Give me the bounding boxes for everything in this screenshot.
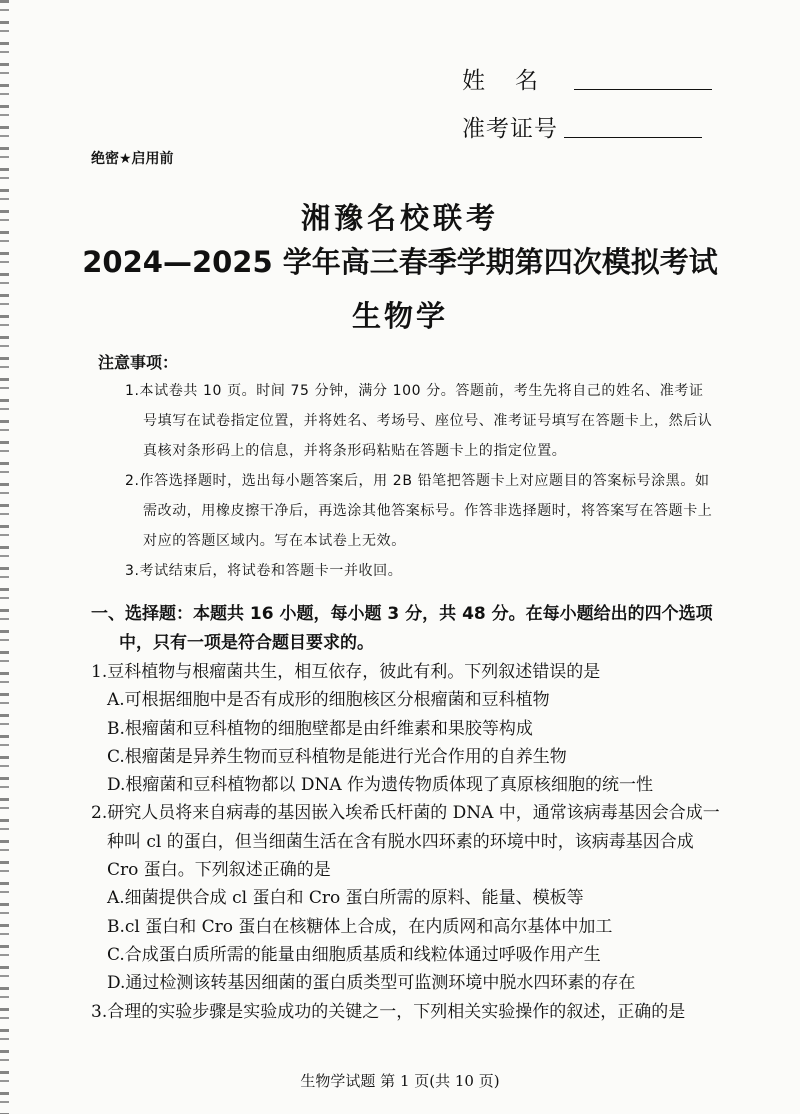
notice-list xyxy=(125,376,715,586)
section-heading-line2: 中，只有一项是符合题目要求的。 xyxy=(119,633,374,653)
candidate-id-field xyxy=(462,110,702,143)
question-3 xyxy=(91,998,726,1026)
option-a: A.可根据细胞中是否有成形的细胞核区分根瘤菌和豆科植物 xyxy=(107,690,550,711)
question-stem: 1.豆科植物与根瘤菌共生，相互依存，彼此有利。下列叙述错误的是 xyxy=(91,662,601,682)
section-heading xyxy=(91,600,721,658)
id-blank xyxy=(564,137,702,138)
id-label: 准考证号 xyxy=(462,116,558,142)
question-2 xyxy=(91,799,726,997)
option-c: C.根瘤菌是异养生物而豆科植物是能进行光合作用的自养生物 xyxy=(107,746,567,767)
notice-item: 1.本试卷共 10 页。时间 75 分钟，满分 100 分。答题前，考生先将自己的姓名、准考证号填写在试卷指定位置，并将姓名、考场号、座位号、准考证号填写在答题卡上，然后认真核对条形码上的信息，并将条形码粘贴在答题卡上的指定位置。 xyxy=(125,383,713,459)
question-1 xyxy=(91,658,726,799)
section-heading-line1: 一、选择题：本题共 16 小题，每小题 3 分，共 48 分。在每小题给出的四个选项 xyxy=(91,604,713,624)
secret-mark: 绝密★启用前 xyxy=(91,151,174,167)
notice-item: 3.考试结束后，将试卷和答题卡一并收回。 xyxy=(125,563,403,579)
question-stem: 3.合理的实验步骤是实验成功的关键之一，下列相关实验操作的叙述，正确的是 xyxy=(91,1001,686,1022)
candidate-name-field xyxy=(462,62,712,95)
page-footer: 生物学试题 第 1 页(共 10 页) xyxy=(300,1072,500,1090)
exam-subject: 生物学 xyxy=(351,299,448,333)
option-b: B.cl 蛋白和 Cro 蛋白在核糖体上合成，在内质网和高尔基体中加工 xyxy=(107,916,613,937)
question-stem: 2.研究人员将来自病毒的基因嵌入埃希氏杆菌的 DNA 中，通常该病毒基因会合成一种叫 cl 的蛋白，但当细菌生活在含有脱水四环素的环境中时，该病毒基因合成 Cro 蛋白。下列叙述正确的是 xyxy=(91,803,720,881)
option-a: A.细菌提供合成 cl 蛋白和 Cro 蛋白所需的原料、能量、模板等 xyxy=(107,888,584,909)
scan-edge-marks xyxy=(0,0,9,1114)
option-b: B.根瘤菌和豆科植物的细胞壁都是由纤维素和果胶等构成 xyxy=(107,718,533,739)
notice-heading: 注意事项： xyxy=(98,353,179,372)
notice-item: 2.作答选择题时，选出每小题答案后，用 2B 铅笔把答题卡上对应题目的答案标号涂黑。如需改动，用橡皮擦干净后，再选涂其他答案标号。作答非选择题时，将答案写在答题卡上对应的答题区域内。写在本试卷上无效。 xyxy=(125,473,713,549)
question-list xyxy=(91,658,726,1026)
option-d: D.通过检测该转基因细菌的蛋白质类型可监测环境中脱水四环素的存在 xyxy=(107,973,636,994)
exam-title-organizer: 湘豫名校联考 xyxy=(300,201,499,235)
option-c: C.合成蛋白质所需的能量由细胞质基质和线粒体通过呼吸作用产生 xyxy=(107,944,601,965)
exam-title-main: 2024—2025 学年高三春季学期第四次模拟考试 xyxy=(82,245,718,279)
option-d: D.根瘤菌和豆科植物都以 DNA 作为遗传物质体现了真原核细胞的统一性 xyxy=(107,775,654,796)
name-label: 姓名 xyxy=(462,68,568,94)
name-blank xyxy=(574,89,712,90)
